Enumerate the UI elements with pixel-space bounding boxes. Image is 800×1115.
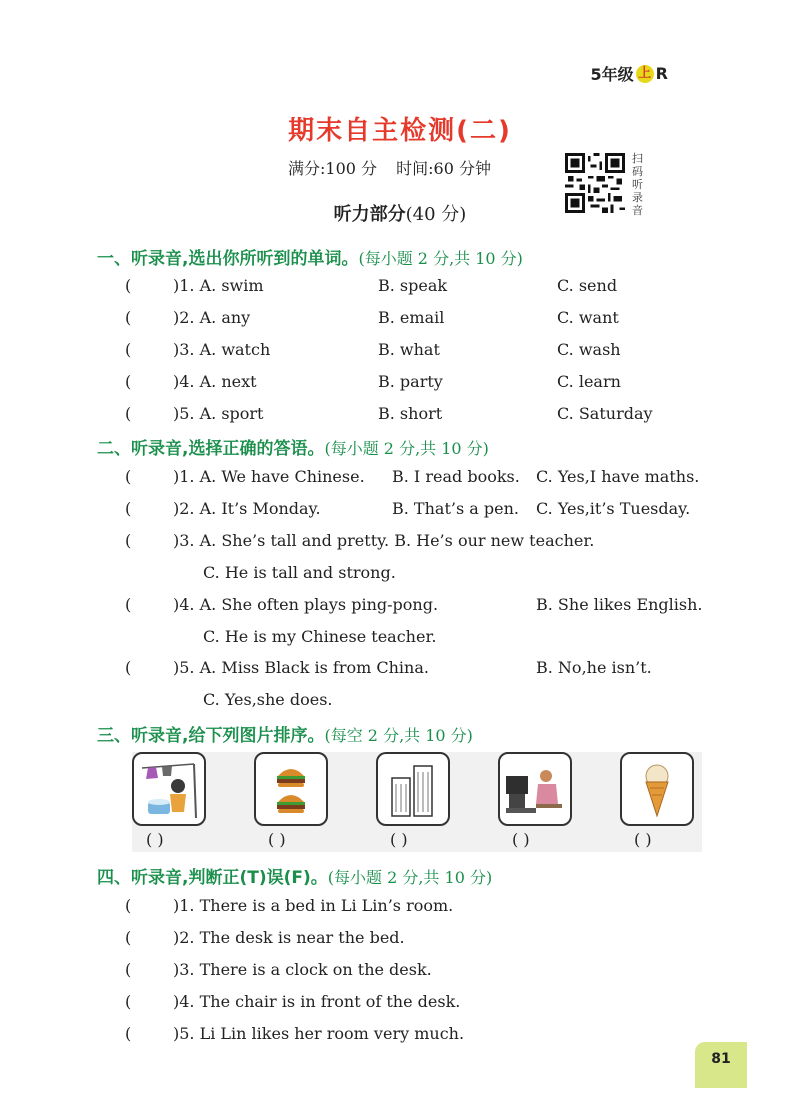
option-c: C. Yes,it’s Tuesday.	[536, 499, 691, 518]
picture-hamburgers	[254, 752, 328, 826]
section3-note: (每空 2 分,共 10 分)	[324, 726, 473, 745]
answer-blank[interactable]: (	[125, 467, 132, 486]
option-a: )2. A. It’s Monday.	[173, 499, 321, 518]
statement: )1. There is a bed in Li Lin’s room.	[173, 896, 454, 915]
answer-blank[interactable]: (	[125, 896, 132, 915]
answer-blank[interactable]: (	[125, 928, 132, 947]
option-b: B. She likes English.	[536, 595, 703, 614]
option-a: )4. A. She often plays ping-pong.	[173, 595, 439, 614]
answer-blank[interactable]: (	[125, 308, 132, 327]
picture-laundry	[132, 752, 206, 826]
picture-answer-blank-5[interactable]: ( )	[634, 830, 652, 849]
answer-blank[interactable]: (	[125, 1024, 132, 1043]
section4-heading	[97, 863, 492, 888]
answer-blank[interactable]: (	[125, 276, 132, 295]
grade-label	[591, 62, 668, 85]
option-b: B. email	[378, 308, 445, 327]
picture-answer-blank-4[interactable]: ( )	[512, 830, 530, 849]
answer-blank[interactable]: (	[125, 658, 132, 677]
section2-heading	[97, 434, 489, 459]
full-score: 满分:100 分	[288, 159, 378, 178]
exam-time: 时间:60 分钟	[396, 159, 491, 178]
answer-blank[interactable]: (	[125, 960, 132, 979]
page-title: 期末自主检测(二)	[288, 116, 512, 146]
option-c: C. want	[557, 308, 619, 327]
option-c: C. He is tall and strong.	[203, 563, 396, 582]
answer-blank[interactable]: (	[125, 531, 132, 550]
section1-heading	[97, 244, 523, 269]
option-a: )5. A. Miss Black is from China.	[173, 658, 429, 677]
option-b: B. No,he isn’t.	[536, 658, 652, 677]
picture-buildings	[376, 752, 450, 826]
exam-meta	[288, 156, 505, 179]
computer-desk-icon	[500, 754, 570, 824]
listening-part-label: 听力部分	[333, 204, 406, 225]
answer-blank[interactable]: (	[125, 340, 132, 359]
statement: )2. The desk is near the bed.	[173, 928, 405, 947]
option-b: B. speak	[378, 276, 448, 295]
statement: )3. There is a clock on the desk.	[173, 960, 432, 979]
statement: )4. The chair is in front of the desk.	[173, 992, 461, 1011]
section3-heading	[97, 721, 473, 746]
answer-blank[interactable]: (	[125, 372, 132, 391]
listening-part-points: (40 分)	[405, 204, 467, 225]
option-b: B. short	[378, 404, 443, 423]
option-a: )4. A. next	[173, 372, 257, 391]
section2-title: 二、听录音,选择正确的答语。	[97, 439, 325, 459]
statement: )5. Li Lin likes her room very much.	[173, 1024, 465, 1043]
page-number: 81	[695, 1042, 747, 1088]
option-c: C. send	[557, 276, 618, 295]
laundry-icon	[134, 754, 204, 824]
picture-answer-blank-3[interactable]: ( )	[390, 830, 408, 849]
section1-title: 一、听录音,选出你所听到的单词。	[97, 249, 359, 269]
grade-prefix: 5年级	[590, 65, 634, 84]
option-a: )3. A. She’s tall and pretty. B. He’s our new teacher.	[173, 531, 595, 550]
option-b: B. party	[378, 372, 443, 391]
option-c: C. Yes,she does.	[203, 690, 333, 709]
option-a: )5. A. sport	[173, 404, 264, 423]
buildings-icon	[378, 754, 448, 824]
picture-computer-desk	[498, 752, 572, 826]
answer-blank[interactable]: (	[125, 404, 132, 423]
option-a: )3. A. watch	[173, 340, 271, 359]
hamburger-icon	[256, 754, 326, 824]
qr-caption: 扫码听录音	[632, 152, 643, 217]
picture-answer-blank-2[interactable]: ( )	[268, 830, 286, 849]
answer-blank[interactable]: (	[125, 595, 132, 614]
section2-note: (每小题 2 分,共 10 分)	[324, 439, 489, 458]
picture-ice-cream	[620, 752, 694, 826]
answer-blank[interactable]: (	[125, 992, 132, 1011]
grade-badge: 上	[636, 65, 654, 83]
picture-answer-blank-1[interactable]: ( )	[146, 830, 164, 849]
option-a: )1. A. swim	[173, 276, 264, 295]
option-b: B. I read books.	[392, 467, 520, 486]
grade-suffix: R	[655, 64, 668, 83]
section3-title: 三、听录音,给下列图片排序。	[97, 726, 325, 746]
option-a: )1. A. We have Chinese.	[173, 467, 365, 486]
option-c: C. Yes,I have maths.	[536, 467, 700, 486]
option-b: B. what	[378, 340, 440, 359]
option-c: C. He is my Chinese teacher.	[203, 627, 437, 646]
option-c: C. wash	[557, 340, 621, 359]
option-a: )2. A. any	[173, 308, 251, 327]
option-c: C. learn	[557, 372, 621, 391]
option-b: B. That’s a pen.	[392, 499, 519, 518]
section4-title: 四、听录音,判断正(T)误(F)。	[97, 868, 328, 888]
section1-note: (每小题 2 分,共 10 分)	[358, 249, 523, 268]
listening-part-title	[0, 200, 800, 226]
section4-note: (每小题 2 分,共 10 分)	[327, 868, 493, 887]
ice-cream-icon	[622, 754, 692, 824]
answer-blank[interactable]: (	[125, 499, 132, 518]
option-c: C. Saturday	[557, 404, 653, 423]
